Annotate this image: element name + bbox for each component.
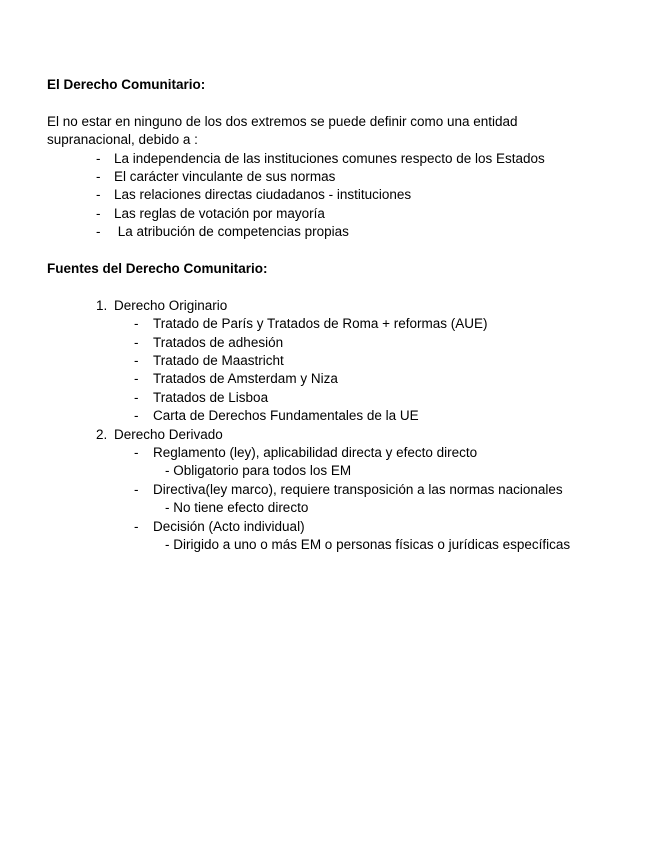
sub-item (47, 389, 627, 407)
bullet-item (47, 223, 627, 241)
bullet-dash: - (96, 187, 101, 203)
intro-line-2: supranacional, debido a : (47, 132, 198, 148)
sub-item-text: Tratado de Maastricht (153, 353, 284, 369)
spacer (47, 278, 627, 296)
bullet-text: Las relaciones directas ciudadanos - instituciones (114, 187, 412, 203)
sub-list (47, 444, 627, 554)
item-label: Derecho Derivado (114, 426, 223, 442)
item-number: 2. (96, 426, 108, 442)
item-number: 1. (96, 297, 108, 313)
sub-item-text: Tratados de Lisboa (153, 389, 269, 405)
sub-item-text: Decisión (Acto individual) (153, 518, 305, 534)
sub-item-note: - Obligatorio para todos los EM (165, 463, 352, 479)
sub-item-text: Reglamento (ley), aplicabilidad directa y efecto directo (153, 445, 478, 461)
sub-dash: - (134, 316, 139, 332)
sub-item-text: Carta de Derechos Fundamentales de la UE (153, 408, 419, 424)
bullet-item (47, 186, 627, 204)
sub-dash: - (134, 334, 139, 350)
bullet-text: La atribución de competencias propias (114, 224, 349, 240)
section-title-derecho-comunitario: El Derecho Comunitario: (47, 77, 206, 92)
sub-item (47, 334, 627, 352)
bullet-dash: - (96, 224, 101, 240)
sub-dash: - (134, 481, 139, 497)
sub-dash: - (134, 389, 139, 405)
bullet-list (47, 150, 627, 242)
sub-item-text: Tratado de París y Tratados de Roma + reformas (AUE) (153, 316, 488, 332)
sub-item (47, 407, 627, 425)
sub-item-text: Tratados de Amsterdam y Niza (153, 371, 338, 387)
numbered-item (47, 426, 627, 444)
bullet-dash: - (96, 205, 101, 221)
bullet-dash: - (96, 169, 101, 185)
sub-dash: - (134, 518, 139, 534)
sub-dash: - (134, 353, 139, 369)
sub-dash: - (134, 445, 139, 461)
spacer (47, 94, 627, 112)
bullet-text: El carácter vinculante de sus normas (114, 169, 336, 185)
bullet-dash: - (96, 150, 101, 166)
sub-item (47, 444, 627, 462)
sub-item (47, 370, 627, 388)
section-title-fuentes: Fuentes del Derecho Comunitario: (47, 261, 268, 277)
sub-item (47, 518, 627, 536)
sub-list (47, 315, 627, 425)
bullet-text: La independencia de las instituciones comunes respecto de los Estados (114, 150, 545, 166)
bullet-item (47, 205, 627, 223)
sub-dash: - (134, 371, 139, 387)
sub-item-note: - Dirigido a uno o más EM o personas físicas o jurídicas específicas (165, 537, 571, 553)
numbered-list (47, 297, 627, 555)
sub-item (47, 481, 627, 499)
item-label: Derecho Originario (114, 297, 228, 313)
sub-item (47, 315, 627, 333)
bullet-text: Las reglas de votación por mayoría (114, 205, 325, 221)
sub-item-text: Tratados de adhesión (153, 334, 284, 350)
spacer (47, 242, 627, 260)
numbered-item (47, 297, 627, 315)
sub-item (47, 352, 627, 370)
intro-line-1: El no estar en ninguno de los dos extremos se puede definir como una entidad (47, 113, 518, 129)
sub-item-note: - No tiene efecto directo (165, 500, 309, 516)
sub-item-text: Directiva(ley marco), requiere transposición a las normas nacionales (153, 481, 563, 497)
document-page (47, 76, 627, 555)
sub-dash: - (134, 408, 139, 424)
bullet-item (47, 168, 627, 186)
bullet-item (47, 150, 627, 168)
